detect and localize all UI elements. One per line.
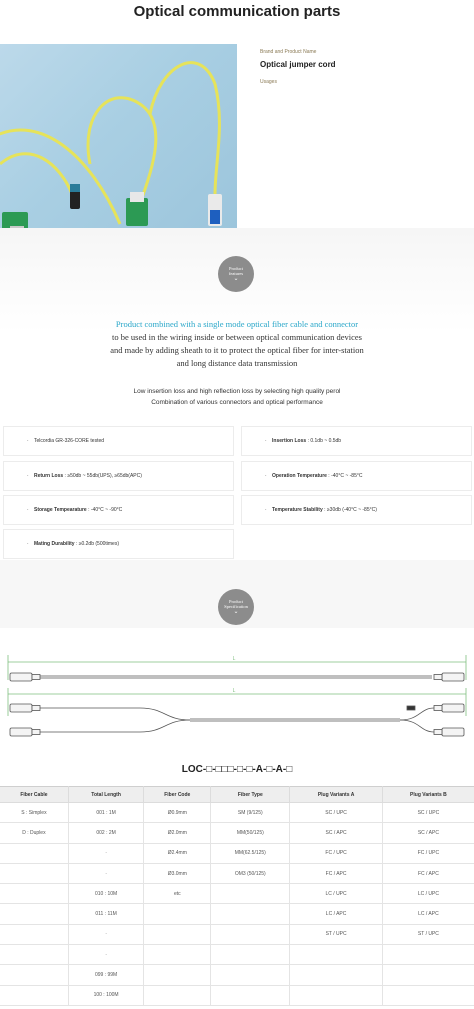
badge-label-line2: features: [228, 271, 244, 276]
bullet: ·: [265, 507, 267, 513]
table-row: [0, 884, 474, 904]
page-title: Optical communication parts: [133, 3, 341, 20]
table-row: [0, 843, 474, 863]
column-header: Plug Variants A: [290, 787, 382, 803]
table-row: [0, 985, 474, 1005]
table-cell: SC / APC: [290, 823, 382, 843]
table-cell: etc: [144, 884, 211, 904]
table-cell: FC / UPC: [382, 843, 474, 863]
feature-label: Temperature Stability: [272, 507, 323, 513]
table-cell: [144, 985, 211, 1005]
ordering-spec-table: [0, 786, 474, 1006]
table-cell: [211, 924, 290, 944]
feature-item: [3, 529, 234, 559]
length-label: L: [232, 688, 236, 694]
product-name: Optical jumper cord: [260, 60, 336, 69]
feature-item: [3, 495, 234, 525]
table-row: [0, 904, 474, 924]
table-cell: [211, 884, 290, 904]
table-cell: 002 : 2M: [68, 823, 143, 843]
table-cell: ·: [68, 863, 143, 883]
badge-label-line1: Product: [229, 266, 243, 271]
table-row: [0, 803, 474, 823]
table-cell: OM3 (50/125): [211, 863, 290, 883]
feature-label: Return Loss: [34, 473, 64, 479]
bullet: ·: [27, 507, 29, 513]
table-cell: S : Simplex: [0, 803, 68, 823]
bullet: ·: [27, 473, 29, 479]
table-cell: [144, 945, 211, 965]
description-line: and made by adding sheath to it to protect the optical fiber for inter-station: [110, 345, 364, 355]
table-cell: 099 : 99M: [68, 965, 143, 985]
table-cell: ·: [68, 924, 143, 944]
table-cell: SC / UPC: [382, 803, 474, 823]
chevron-down-icon: ⌄: [233, 609, 239, 615]
table-row: [0, 863, 474, 883]
table-row: [0, 924, 474, 944]
table-row: [0, 965, 474, 985]
bullet: ·: [265, 473, 267, 479]
table-cell: MM(62.5/125): [211, 843, 290, 863]
usages-caption: Usages: [260, 79, 277, 85]
table-cell: D : Duplex: [0, 823, 68, 843]
table-cell: [382, 965, 474, 985]
product-features-badge[interactable]: [218, 256, 254, 292]
table-cell: LC / UPC: [290, 884, 382, 904]
jumper-cord-diagram: [0, 650, 474, 745]
feature-label: Insertion Loss: [272, 438, 307, 444]
badge-label-line2: Specification: [224, 604, 248, 609]
table-cell: ·: [68, 945, 143, 965]
table-cell: [211, 945, 290, 965]
feature-item: [3, 426, 234, 456]
table-cell: Ø3.0mm: [144, 863, 211, 883]
feature-label: Operation Temperature: [272, 473, 327, 479]
product-info: [260, 48, 460, 86]
summary-line: Low insertion loss and high reflection loss by selecting high quality perol: [133, 388, 341, 395]
brand-caption: Brand and Product Name: [260, 49, 317, 55]
table-cell: [144, 904, 211, 924]
table-cell: [211, 904, 290, 924]
feature-item: [241, 426, 472, 456]
table-cell: ST / UPC: [382, 924, 474, 944]
table-cell: [0, 965, 68, 985]
product-description: [0, 318, 474, 370]
table-cell: [211, 965, 290, 985]
feature-value: : 0.1db ~ 0.5db: [306, 438, 342, 444]
product-specification-badge[interactable]: [218, 589, 254, 625]
table-cell: Ø0.9mm: [144, 803, 211, 823]
table-cell: SC / APC: [382, 823, 474, 843]
feature-value: : ≥0.2db (500times): [74, 541, 119, 547]
table-row: [0, 945, 474, 965]
product-summary: [0, 386, 474, 408]
table-cell: [0, 985, 68, 1005]
table-cell: ST / UPC: [290, 924, 382, 944]
feature-item: [241, 495, 472, 525]
column-header: Fiber Code: [144, 787, 211, 803]
table-cell: [144, 924, 211, 944]
bullet: ·: [265, 438, 267, 444]
table-cell: 001 : 1M: [68, 803, 143, 823]
chevron-down-icon: ⌄: [233, 276, 239, 282]
ordering-code: LOC-□-□□□-□-□-A-□-A-□: [181, 764, 293, 775]
feature-item: [241, 461, 472, 491]
table-cell: FC / UPC: [290, 843, 382, 863]
table-cell: [0, 945, 68, 965]
table-cell: [211, 985, 290, 1005]
feature-label: Storage Tempearature: [34, 507, 87, 513]
column-header: Fiber Type: [211, 787, 290, 803]
table-cell: [144, 965, 211, 985]
product-photo: [0, 44, 237, 228]
bullet: ·: [27, 438, 29, 444]
table-cell: MM(50/125): [211, 823, 290, 843]
feature-value: : ≥30db (-40°C ~ -85°C): [322, 507, 377, 513]
column-header: Total Length: [68, 787, 143, 803]
table-cell: [0, 904, 68, 924]
feature-value: : ≥50db ~ 55db(UPS), ≥65db(APC): [63, 473, 142, 479]
table-cell: LC / UPC: [382, 884, 474, 904]
feature-value: : -40°C ~ -90°C: [86, 507, 123, 513]
table-cell: Ø2.0mm: [144, 823, 211, 843]
table-cell: [290, 945, 382, 965]
feature-value: : -40°C ~ -85°C: [326, 473, 363, 479]
length-label: L: [232, 656, 236, 662]
table-cell: 010 : 10M: [68, 884, 143, 904]
table-cell: FC / APC: [382, 863, 474, 883]
table-cell: ·: [68, 843, 143, 863]
table-cell: [382, 985, 474, 1005]
table-cell: SC / UPC: [290, 803, 382, 823]
table-cell: [382, 945, 474, 965]
description-highlight: Product combined with a single mode optical fiber cable and connector: [115, 319, 359, 329]
description-line: and long distance data transmission: [176, 358, 298, 368]
feature-value: Telcordia GR-326-CORE tested: [34, 438, 105, 444]
table-cell: LC / APC: [382, 904, 474, 924]
badge-label-line1: Product: [229, 599, 243, 604]
table-cell: 100 : 100M: [68, 985, 143, 1005]
table-cell: [0, 863, 68, 883]
column-header: Plug Variants B: [382, 787, 474, 803]
table-cell: [0, 843, 68, 863]
jumper-cord-illustration: [0, 44, 237, 228]
table-cell: [290, 965, 382, 985]
description-line: to be used in the wiring inside or between optical communication devices: [112, 332, 362, 342]
table-header-row: [0, 787, 474, 803]
table-cell: [0, 884, 68, 904]
table-cell: LC / APC: [290, 904, 382, 924]
column-header: Fiber Cable: [0, 787, 68, 803]
table-cell: SM (9/125): [211, 803, 290, 823]
table-cell: 011 : 11M: [68, 904, 143, 924]
bullet: ·: [27, 541, 29, 547]
table-row: [0, 823, 474, 843]
table-cell: [290, 985, 382, 1005]
table-cell: Ø2.4mm: [144, 843, 211, 863]
feature-item: [3, 461, 234, 491]
table-cell: FC / APC: [290, 863, 382, 883]
feature-label: Mating Durability: [34, 541, 75, 547]
table-cell: [0, 924, 68, 944]
summary-line: Combination of various connectors and optical performance: [151, 399, 323, 406]
